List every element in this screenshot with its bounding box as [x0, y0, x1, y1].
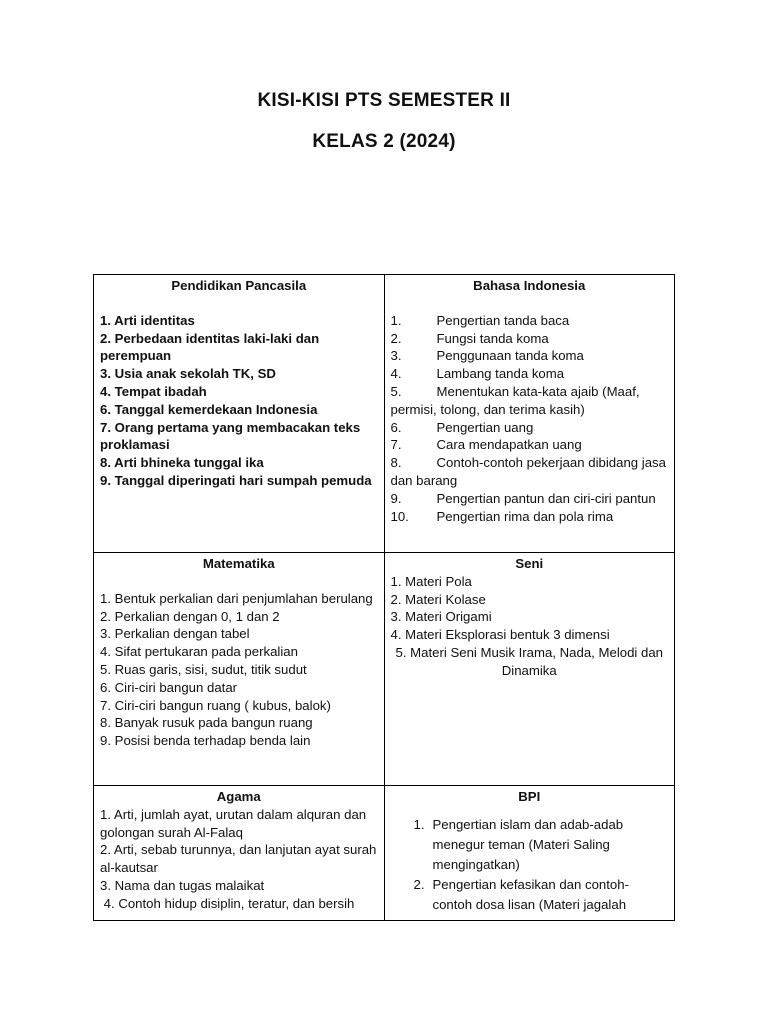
bahasa-item [391, 454, 669, 490]
bahasa-item [391, 365, 669, 383]
matematika-item: 6. Ciri-ciri bangun datar [100, 679, 238, 695]
item-number: 1. [413, 816, 425, 832]
cell-bahasa-indonesia [384, 275, 675, 553]
seni-item: 2. Materi Kolase [390, 591, 486, 607]
item-text: Menentukan kata-kata ajaib (Maaf, permisi, tolong, dan terima kasih) [390, 383, 640, 417]
item-text: Contoh-contoh pekerjaan dibidang jasa dan barang [390, 455, 666, 488]
seni-item: 1. Materi Pola [390, 573, 472, 589]
item-text: Pengertian tanda baca [436, 312, 570, 328]
bpi-list [391, 815, 669, 915]
heading-bpi: BPI [518, 789, 541, 804]
bpi-item [391, 875, 669, 915]
item-number: 7. [390, 437, 402, 453]
matematika-item: 3. Perkalian dengan tabel [100, 626, 250, 642]
heading-pendidikan-pancasila: Pendidikan Pancasila [171, 278, 307, 293]
item-text: Lambang tanda koma [436, 366, 565, 382]
seni-item: 5. Materi Seni Musik Irama, Nada, Melodi dan Dinamika [395, 644, 664, 678]
document-subtitle: KELAS 2 (2024) [312, 131, 456, 152]
item-number: 5. [390, 383, 402, 399]
item-number: 6. [390, 419, 402, 435]
item-number: 10. [390, 508, 409, 524]
pancasila-item: 8. Arti bhineka tunggal ika [100, 455, 264, 471]
matematika-item: 1. Bentuk perkalian dari penjumlahan berulang [100, 590, 373, 606]
matematika-item: 7. Ciri-ciri bangun ruang ( kubus, balok) [100, 697, 331, 713]
kisi-kisi-table [93, 274, 675, 921]
heading-matematika: Matematika [202, 556, 275, 571]
item-text: Fungsi tanda koma [436, 330, 549, 346]
pancasila-item: 2. Perbedaan identitas laki-laki dan perempuan [100, 330, 320, 364]
item-number: 4. [390, 366, 402, 382]
item-number: 8. [390, 455, 402, 471]
bahasa-item [391, 312, 669, 330]
cell-matematika [94, 553, 385, 786]
bahasa-item [391, 419, 669, 437]
bahasa-item [391, 490, 669, 508]
pancasila-item: 9. Tanggal diperingati hari sumpah pemuda [100, 472, 372, 488]
matematika-item: 9. Posisi benda terhadap benda lain [100, 733, 311, 749]
item-number: 9. [390, 490, 402, 506]
item-number: 2. [413, 876, 425, 892]
agama-item: 3. Nama dan tugas malaikat [100, 877, 265, 893]
item-text: Cara mendapatkan uang [436, 437, 582, 453]
cell-seni [384, 553, 675, 786]
item-text: Pengertian kefasikan dan contoh-contoh dosa lisan (Materi jagalah [432, 876, 629, 912]
agama-item: 1. Arti, jumlah ayat, urutan dalam alquran dan golongan surah Al-Falaq [100, 806, 367, 840]
item-text: Pengertian uang [436, 419, 534, 435]
bahasa-item [391, 347, 669, 365]
seni-item: 3. Materi Origami [390, 609, 492, 625]
item-number: 1. [390, 312, 402, 328]
cell-bpi [384, 786, 675, 921]
bahasa-item [391, 508, 669, 526]
heading-bahasa-indonesia: Bahasa Indonesia [473, 278, 586, 293]
pancasila-item: 1. Arti identitas [100, 312, 195, 328]
agama-item: 2. Arti, sebab turunnya, dan lanjutan ayat surah al-kautsar [100, 842, 377, 876]
bpi-item [391, 815, 669, 875]
item-number: 3. [390, 348, 402, 364]
agama-item: 4. Contoh hidup disiplin, teratur, dan bersih [100, 895, 355, 911]
pancasila-item: 3. Usia anak sekolah TK, SD [100, 366, 276, 382]
bahasa-item [391, 436, 669, 454]
matematika-item: 5. Ruas garis, sisi, sudut, titik sudut [100, 661, 307, 677]
matematika-item: 4. Sifat pertukaran pada perkalian [100, 644, 298, 660]
item-text: Pengertian islam dan adab-adab menegur teman (Materi Saling mengingatkan) [432, 816, 624, 872]
item-text: Pengertian rima dan pola rima [436, 508, 614, 524]
cell-pendidikan-pancasila [94, 275, 385, 553]
heading-agama: Agama [216, 789, 261, 804]
item-text: Pengertian pantun dan ciri-ciri pantun [436, 490, 656, 506]
matematika-item: 2. Perkalian dengan 0, 1 dan 2 [100, 608, 280, 624]
bahasa-item [391, 330, 669, 348]
matematika-item: 8. Banyak rusuk pada bangun ruang [100, 715, 313, 731]
pancasila-item: 6. Tanggal kemerdekaan Indonesia [100, 401, 318, 417]
seni-item: 4. Materi Eksplorasi bentuk 3 dimensi [390, 627, 610, 643]
item-text: Penggunaan tanda koma [436, 348, 584, 364]
pancasila-item: 4. Tempat ibadah [100, 383, 207, 399]
item-number: 2. [390, 330, 402, 346]
cell-agama [94, 786, 385, 921]
bahasa-item [391, 383, 669, 419]
document-title: KISI-KISI PTS SEMESTER II [257, 90, 511, 111]
pancasila-item: 7. Orang pertama yang membacakan teks proklamasi [100, 419, 361, 453]
heading-seni: Seni [515, 556, 544, 571]
